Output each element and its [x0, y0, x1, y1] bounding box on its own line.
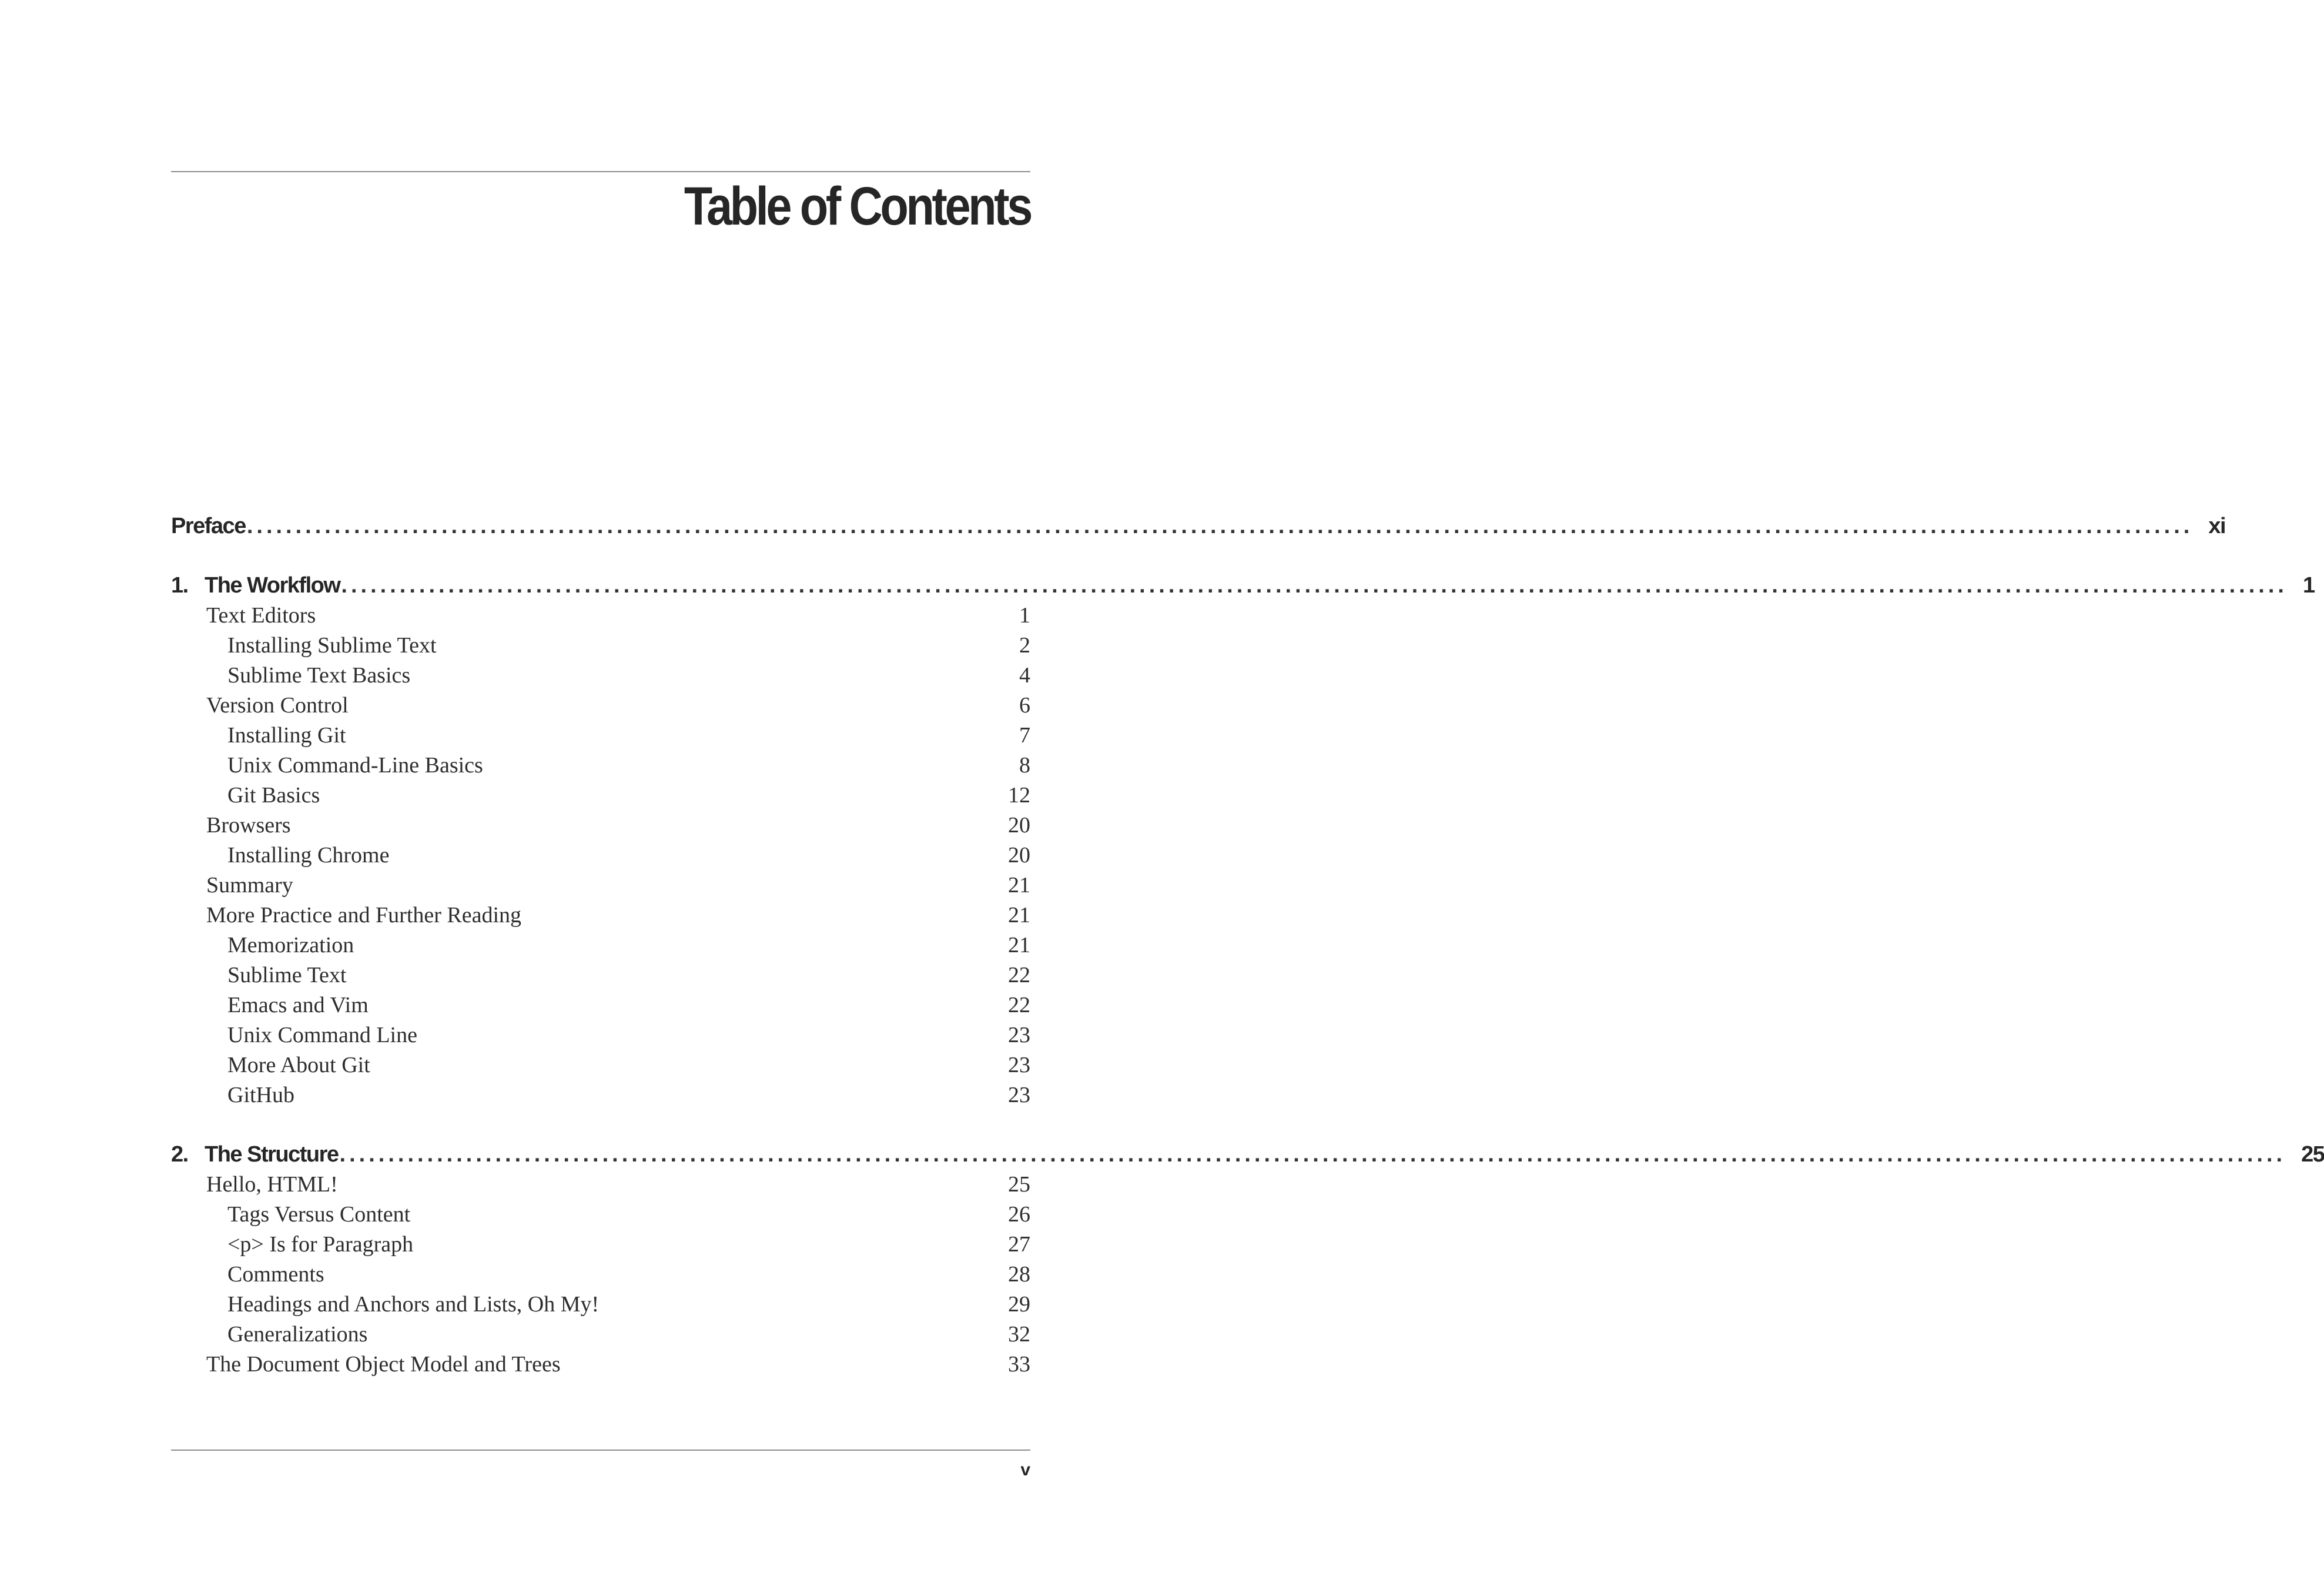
toc-entry-title: Emacs and Vim [227, 993, 369, 1017]
toc-entry-page: 32 [1008, 1322, 1030, 1347]
toc-entry-title: Sublime Text Basics [227, 663, 411, 688]
toc-entry-page: 21 [1008, 933, 1030, 958]
toc-entry-title: <p> Is for Paragraph [227, 1232, 414, 1257]
toc-entry-preface[interactable] [171, 511, 2226, 541]
toc-entry-page: 21 [1008, 873, 1030, 898]
toc-entry[interactable] [171, 1260, 1030, 1290]
dot-leader: ........................................................................................................................................................................................................ [339, 1142, 2286, 1167]
toc-entry-page: 20 [1008, 843, 1030, 868]
toc-entry[interactable] [171, 601, 1030, 631]
toc-entry-title: Unix Command Line [227, 1023, 417, 1047]
toc-entry[interactable] [171, 631, 1030, 661]
toc-entry[interactable] [171, 960, 1030, 990]
toc-entry-page: 8 [1019, 753, 1030, 778]
toc-entry-title: Git Basics [227, 783, 320, 808]
toc-entry-title: The Document Object Model and Trees [206, 1352, 561, 1377]
page-title: Table of Contents [684, 176, 1030, 236]
toc-entry-title: Summary [206, 873, 293, 898]
toc-entry-title: Memorization [227, 933, 354, 958]
toc-entry[interactable] [171, 1020, 1030, 1050]
toc-entry-title: The Structure [205, 1142, 339, 1167]
toc-entry[interactable] [171, 1350, 1030, 1380]
toc-entry[interactable] [171, 1170, 1030, 1200]
chapter-number: 2. [171, 1142, 188, 1167]
toc-entry-page: 6 [1019, 693, 1030, 718]
toc-entry-title: Browsers [206, 813, 291, 838]
toc-entry[interactable] [171, 661, 1030, 691]
bottom-rule [171, 1450, 1030, 1451]
toc-entry-title: Preface [171, 514, 246, 538]
toc-entry[interactable] [171, 811, 1030, 841]
toc-entry-title: Unix Command-Line Basics [227, 753, 483, 778]
page-number: v [1020, 1460, 1030, 1479]
toc-entry-title: Hello, HTML! [206, 1172, 338, 1197]
toc-entry[interactable] [171, 781, 1030, 811]
toc-entry-title: Headings and Anchors and Lists, Oh My! [227, 1292, 600, 1317]
toc-entry-page: 4 [1019, 663, 1030, 688]
toc-entry-page: 27 [1008, 1232, 1030, 1257]
toc-entry-title: More About Git [227, 1053, 370, 1077]
toc-entry-title: The Workflow [205, 573, 340, 598]
dot-leader: ........................................................................................................................................................................................................ [246, 514, 2194, 538]
table-of-contents [171, 511, 2324, 1380]
dot-leader: ........................................................................................................................................................................................................ [341, 573, 2288, 598]
toc-entry-title: Tags Versus Content [227, 1202, 411, 1227]
toc-entry-title: GitHub [227, 1083, 294, 1107]
toc-entry[interactable] [171, 990, 1030, 1020]
toc-entry-title: Installing Chrome [227, 843, 390, 868]
toc-entry-page: 28 [1008, 1262, 1030, 1287]
toc-entry-page: 12 [1008, 783, 1030, 808]
toc-entry[interactable] [171, 721, 1030, 751]
toc-entry-title: Installing Sublime Text [227, 633, 437, 658]
toc-entry-page: xi [2208, 514, 2226, 538]
toc-entry-page: 25 [1008, 1172, 1030, 1197]
toc-entry-page: 20 [1008, 813, 1030, 838]
toc-entry[interactable] [171, 930, 1030, 960]
toc-entry-page: 1 [2302, 573, 2315, 598]
toc-entry-page: 33 [1008, 1352, 1030, 1377]
toc-entry[interactable] [171, 751, 1030, 781]
toc-entry-title: Installing Git [227, 723, 346, 748]
toc-chapter-1[interactable] [171, 571, 2315, 601]
toc-entry-page: 22 [1008, 993, 1030, 1017]
toc-entry-page: 7 [1019, 723, 1030, 748]
toc-entry-page: 25 [2301, 1142, 2324, 1167]
toc-entry-title: Generalizations [227, 1322, 368, 1347]
toc-entry[interactable] [171, 871, 1030, 901]
toc-entry-page: 29 [1008, 1292, 1030, 1317]
toc-entry-page: 22 [1008, 963, 1030, 988]
toc-entry[interactable] [171, 691, 1030, 721]
toc-entry[interactable] [171, 1200, 1030, 1230]
toc-entry-title: Text Editors [206, 603, 316, 628]
toc-entry-title: Sublime Text [227, 963, 347, 988]
toc-entry[interactable] [171, 901, 1030, 930]
toc-chapter-2[interactable] [171, 1140, 2324, 1170]
toc-entry-page: 26 [1008, 1202, 1030, 1227]
toc-entry-page: 21 [1008, 903, 1030, 928]
toc-entry-page: 1 [1019, 603, 1030, 628]
toc-entry[interactable] [171, 1050, 1030, 1080]
toc-entry[interactable] [171, 841, 1030, 871]
toc-entry-page: 23 [1008, 1053, 1030, 1077]
toc-entry-title: Version Control [206, 693, 349, 718]
toc-entry-page: 23 [1008, 1083, 1030, 1107]
top-rule [171, 171, 1030, 172]
toc-entry[interactable] [171, 1080, 1030, 1110]
toc-entry-page: 23 [1008, 1023, 1030, 1047]
toc-entry-title: More Practice and Further Reading [206, 903, 522, 928]
chapter-number: 1. [171, 573, 188, 598]
toc-entry[interactable] [171, 1290, 1030, 1320]
toc-entry-title: Comments [227, 1262, 324, 1287]
toc-entry[interactable] [171, 1320, 1030, 1350]
toc-entry-page: 2 [1019, 633, 1030, 658]
toc-entry[interactable] [171, 1230, 1030, 1260]
